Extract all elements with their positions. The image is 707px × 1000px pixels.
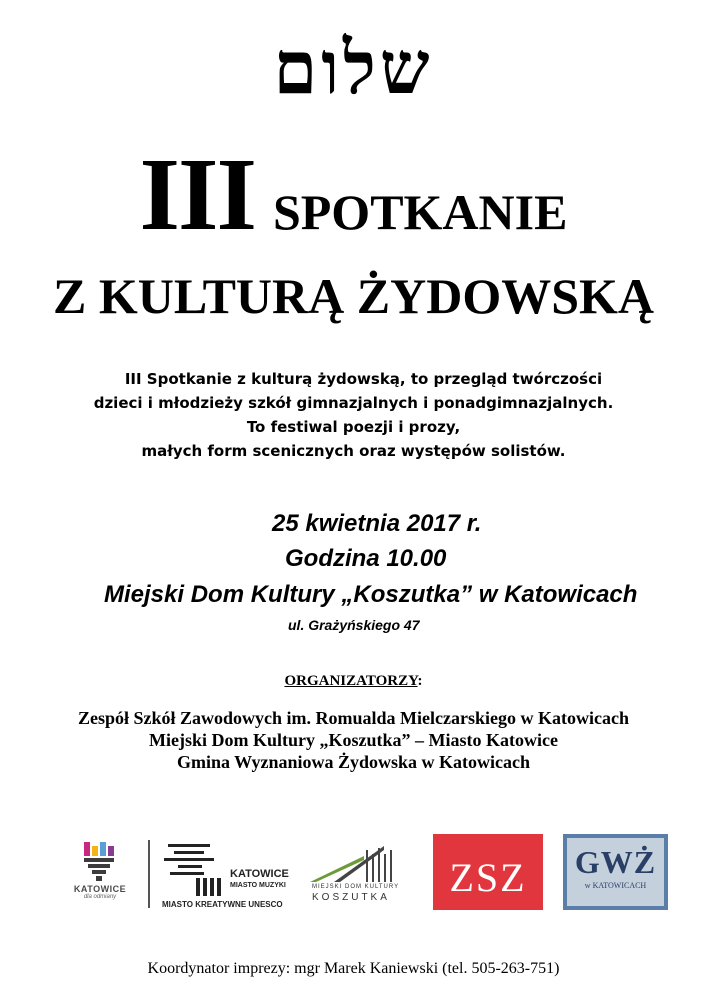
- music-logo-footer-a: MIASTO KREATYWNE: [162, 900, 247, 909]
- event-street: ul. Grażyńskiego 47: [288, 617, 420, 633]
- organizers-heading: [0, 673, 707, 690]
- katowice-logo: [70, 840, 130, 915]
- organizers-list: [0, 707, 707, 773]
- koszutka-logo-top: MIEJSKI DOM KULTURY: [312, 884, 400, 890]
- music-logo-footer: [162, 900, 283, 909]
- gwz-logo-panel: [567, 838, 664, 906]
- koszutka-logo: [304, 840, 408, 908]
- description-line: małych form scenicznych oraz występów solistów.: [141, 442, 566, 460]
- koszutka-logo-name: KOSZUTKA: [312, 892, 390, 903]
- koszutka-logo-mark: [304, 840, 408, 884]
- katowice-logo-name: KATOWICE: [73, 884, 127, 894]
- logo-divider: [148, 840, 150, 908]
- event-title-line-1: [0, 137, 707, 280]
- katowice-logo-mark: [79, 840, 121, 884]
- music-logo-city: KATOWICE: [230, 868, 289, 880]
- katowice-logo-tagline: dla odmiany: [83, 894, 117, 900]
- organizer-item: Miejski Dom Kultury „Koszutka” – Miasto Katowice: [149, 730, 558, 750]
- zsz-school-logo: [433, 834, 543, 910]
- hebrew-shalom-heading: שלום: [273, 23, 434, 112]
- event-venue: Miejski Dom Kultury „Koszutka” w Katowicach: [104, 581, 638, 608]
- description-line: To festiwal poezji i prozy,: [246, 418, 461, 436]
- event-date: 25 kwietnia 2017 r.: [272, 510, 482, 537]
- description-line: dzieci i młodzieży szkół gimnazjalnych i ponadgimnazjalnych.: [93, 394, 614, 412]
- event-title-line-2: Z KULTURĄ ŻYDOWSKĄ: [52, 268, 655, 324]
- music-logo-subtitle: MIASTO MUZYKI: [230, 882, 286, 889]
- music-staff-mark: [160, 842, 226, 896]
- zsz-logo-letters: ZSZ: [449, 855, 527, 900]
- gwz-logo-sub: w KATOWICACH: [584, 881, 647, 890]
- organizers-heading-colon: :: [417, 673, 423, 689]
- organizers-heading-text: ORGANIZATORZY: [284, 673, 418, 689]
- gwz-logo-letters: GWŻ: [574, 844, 657, 880]
- title-word-spotkanie: SPOTKANIE: [272, 184, 568, 240]
- gwz-community-logo: [563, 834, 668, 910]
- organizer-item: Zespół Szkół Zawodowych im. Romualda Mielczarskiego w Katowicach: [78, 708, 629, 728]
- katowice-music-city-logo: [160, 842, 290, 912]
- organizer-item: Gmina Wyznaniowa Żydowska w Katowicach: [176, 752, 531, 772]
- music-logo-footer-b: UNESCO: [248, 900, 283, 909]
- event-coordinator: Koordynator imprezy: mgr Marek Kaniewski (tel. 505-263-751): [147, 960, 560, 977]
- event-time: Godzina 10.00: [285, 545, 447, 572]
- event-description: [0, 367, 707, 463]
- description-line: III Spotkanie z kulturą żydowską, to przegląd twórczości: [124, 370, 603, 388]
- title-numeral: III: [139, 137, 255, 252]
